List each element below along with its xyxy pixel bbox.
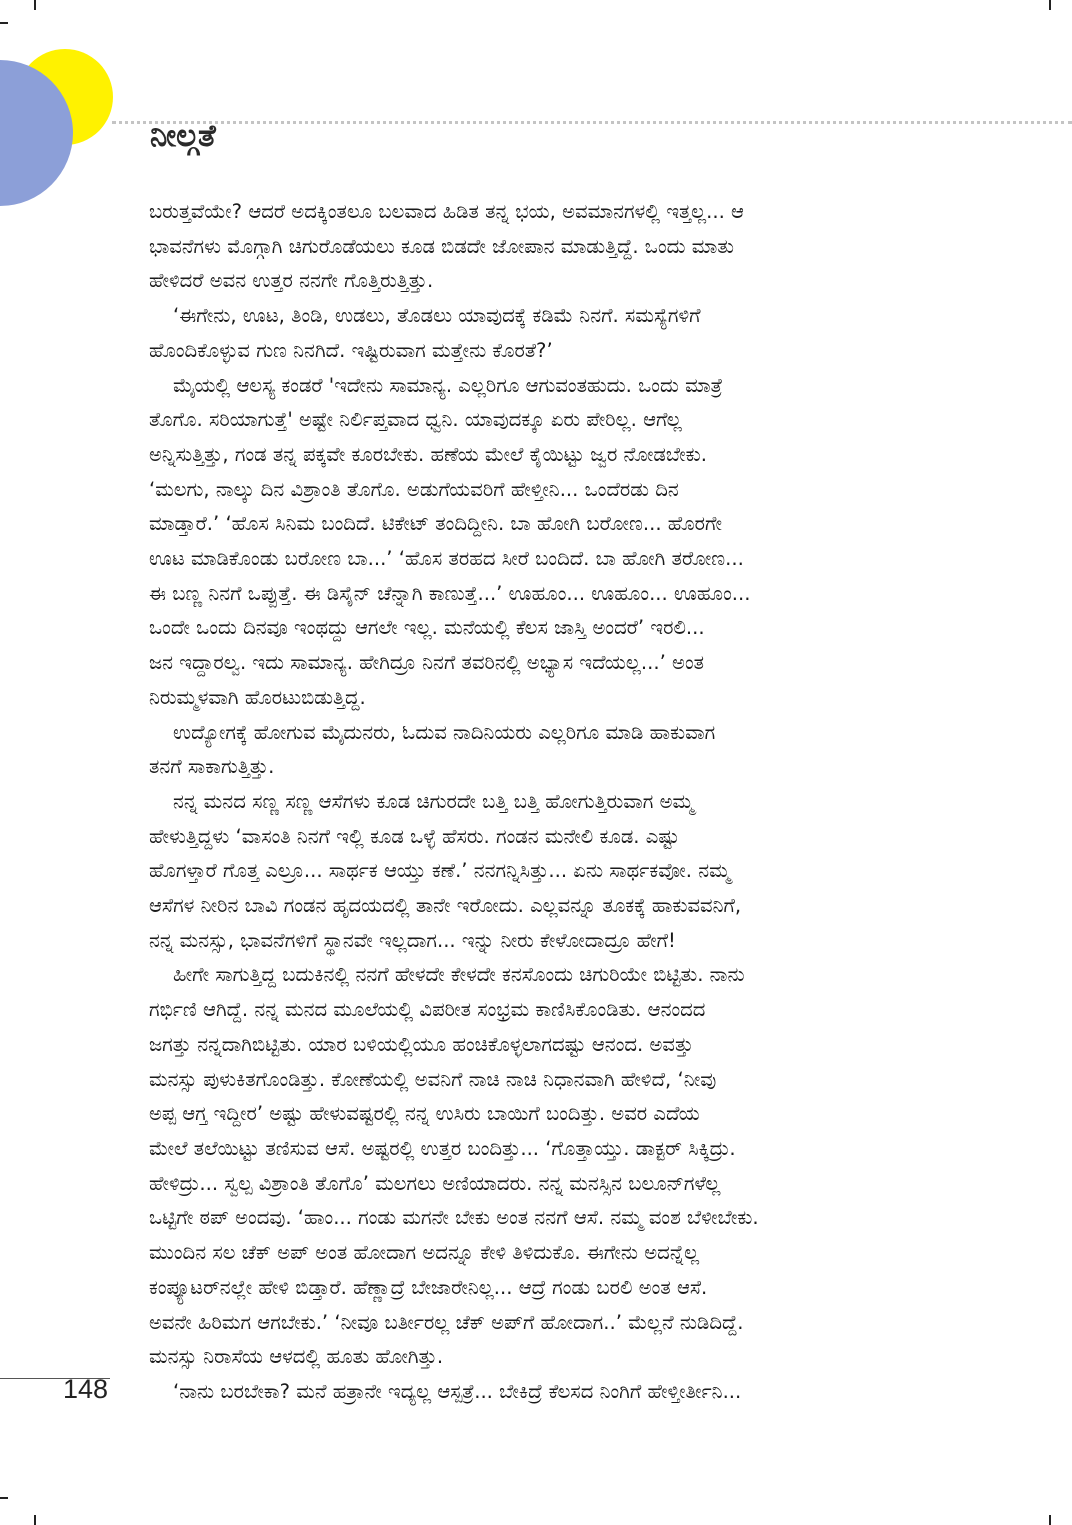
text-line: ಒಟ್ಟಿಗೇ ಠಪ್ ಅಂದವು. ‘ಹಾಂ... ಗಂಡು ಮಗನೇ ಬೇಕು ಅಂತ ನನಗೆ ಆಸೆ. ನಮ್ಮ ವಂಶ ಬೆಳೀಬೇಕು.: [149, 1206, 759, 1230]
text-line: ಅವನೇ ಹಿರಿಮಗ ಆಗಬೇಕು.’ ‘ನೀವೂ ಬರ್ತೀರಲ್ಲ ಚೆಕ್ ಅಪ್‌ಗೆ ಹೋದಾಗ..’ ಮೆಲ್ಲನೆ ನುಡಿದಿದ್ದೆ.: [149, 1310, 744, 1334]
text-line: ಹೀಗೇ ಸಾಗುತ್ತಿದ್ದ ಬದುಕಿನಲ್ಲಿ ನನಗೆ ಹೇಳದೇ ಕೇಳದೇ ಕನಸೊಂದು ಚಿಗುರಿಯೇ ಬಿಟ್ಟಿತು. ನಾನು: [173, 963, 745, 987]
text-line: ಊಟ ಮಾಡಿಕೊಂಡು ಬರೋಣ ಬಾ...’ ‘ಹೊಸ ತರಹದ ಸೀರೆ ಬಂದಿದೆ. ಬಾ ಹೋಗಿ ತರೋಣ...: [149, 547, 744, 571]
text-line: ಭಾವನೆಗಳು ಮೊಗ್ಗಾಗಿ ಚಿಗುರೊಡೆಯಲು ಕೂಡ ಬಿಡದೇ ಜೋಪಾನ ಮಾಡುತ್ತಿದ್ದೆ. ಒಂದು ಮಾತು: [149, 234, 734, 258]
text-line: ‘ನಾನು ಬರಬೇಕಾ? ಮನೆ ಹತ್ರಾನೇ ಇದ್ಯಲ್ಲ ಆಸ್ಪತ್ರೆ... ಬೇಕಿದ್ರೆ ಕೆಲಸದ ನಿಂಗಿಗೆ ಹೇಳ್ತೀರ್ತೀನಿ...: [173, 1379, 742, 1403]
text-line: ಮನಸ್ಸು ಪುಳುಕಿತಗೊಂಡಿತ್ತು. ಕೋಣೆಯಲ್ಲಿ ಅವನಿಗೆ ನಾಚಿ ನಾಚಿ ನಿಧಾನವಾಗಿ ಹೇಳಿದೆ, ‘ನೀವು: [149, 1067, 717, 1091]
text-line: ‘ಈಗೇನು, ಊಟ, ತಿಂಡಿ, ಉಡಲು, ತೊಡಲು ಯಾವುದಕ್ಕೆ ಕಡಿಮೆ ನಿನಗೆ. ಸಮಸ್ಯೆಗಳಿಗೆ: [173, 304, 701, 328]
text-line: ಹೇಳಿದರೆ ಅವನ ಉತ್ತರ ನನಗೇ ಗೊತ್ತಿರುತ್ತಿತ್ತು.: [149, 269, 434, 293]
text-line: ನನ್ನ ಮನದ ಸಣ್ಣ ಸಣ್ಣ ಆಸೆಗಳು ಕೂಡ ಚಿಗುರದೇ ಬತ್ತಿ ಬತ್ತಿ ಹೋಗುತ್ತಿರುವಾಗ ಅಮ್ಮ: [173, 789, 694, 813]
text-line: ಗರ್ಭಿಣಿ ಆಗಿದ್ದೆ. ನನ್ನ ಮನದ ಮೂಲೆಯಲ್ಲಿ ವಿಪರೀತ ಸಂಭ್ರಮ ಕಾಣಿಸಿಕೊಂಡಿತು. ಆನಂದದ: [149, 998, 706, 1022]
text-line: ಹೊಂದಿಕೊಳ್ಳುವ ಗುಣ ನಿನಗಿದೆ. ಇಷ್ಟಿರುವಾಗ ಮತ್ತೇನು ಕೊರತೆ?’: [149, 338, 553, 362]
text-line: ಕಂಪ್ಯೂಟರ್‌ನಲ್ಲೇ ಹೇಳಿ ಬಿಡ್ತಾರೆ. ಹೆಣ್ಣಾದ್ರೆ ಬೇಜಾರೇನಿಲ್ಲ... ಆದ್ರೆ ಗಂಡು ಬರಲಿ ಅಂತ ಆಸೆ.: [149, 1275, 708, 1299]
text-line: ನಿರುಮ್ಮಳವಾಗಿ ಹೊರಟುಬಿಡುತ್ತಿದ್ದ.: [149, 685, 366, 709]
text-line: ಹೇಳಿದ್ರು... ಸ್ವಲ್ಪ ವಿಶ್ರಾಂತಿ ತೊಗೊ’ ಮಲಗಲು ಅಣಿಯಾದರು. ನನ್ನ ಮನಸ್ಸಿನ ಬಲೂನ್‌ಗಳೆಲ್ಲ: [149, 1171, 721, 1195]
page-number: 148: [63, 1374, 109, 1404]
text-line: ಹೊಗಳ್ತಾರೆ ಗೊತ್ತ ಎಲ್ರೂ... ಸಾರ್ಥಕ ಆಯ್ತು ಕಣೆ.’ ನನಗನ್ನಿಸಿತ್ತು... ಏನು ಸಾರ್ಥಕವೋ. ನಮ್ಮ: [149, 859, 731, 883]
text-line: ಅಪ್ಪ ಆಗ್ತ ಇದ್ದೀರ’ ಅಷ್ಟು ಹೇಳುವಷ್ಟರಲ್ಲಿ ನನ್ನ ಉಸಿರು ಬಾಯಿಗೆ ಬಂದಿತ್ತು. ಅವರ ಎದೆಯ: [149, 1102, 700, 1126]
text-line: ನನ್ನ ಮನಸ್ಸು, ಭಾವನೆಗಳಿಗೆ ಸ್ಥಾನವೇ ಇಲ್ಲದಾಗ... ಇನ್ನು ನೀರು ಕೇಳೋದಾದ್ರೂ ಹೇಗೆ!: [149, 928, 676, 952]
text-line: ಉದ್ಯೋಗಕ್ಕೆ ಹೋಗುವ ಮೈದುನರು, ಓದುವ ನಾದಿನಿಯರು ಎಲ್ಲರಿಗೂ ಮಾಡಿ ಹಾಕುವಾಗ: [173, 720, 716, 744]
header-dotted-rule: [112, 121, 1072, 124]
crop-mark-top-right: [1049, 0, 1051, 10]
text-line: ತೊಗೊ. ಸರಿಯಾಗುತ್ತೆ' ಅಷ್ಟೇ ನಿರ್ಲಿಪ್ತವಾದ ಧ್ವನಿ. ಯಾವುದಕ್ಕೂ ಏರು ಪೇರಿಲ್ಲ. ಆಗೆಲ್ಲ: [149, 408, 682, 432]
text-line: ಅನ್ನಿಸುತ್ತಿತ್ತು, ಗಂಡ ತನ್ನ ಪಕ್ಕವೇ ಕೂರಬೇಕು. ಹಣೆಯ ಮೇಲೆ ಕೈಯಿಟ್ಟು ಜ್ವರ ನೋಡಬೇಕು.: [149, 442, 707, 466]
text-line: ಜಗತ್ತು ನನ್ನದಾಗಿಬಿಟ್ಟಿತು. ಯಾರ ಬಳಿಯಲ್ಲಿಯೂ ಹಂಚಿಕೊಳ್ಳಲಾಗದಷ್ಟು ಆನಂದ. ಅವತ್ತು: [149, 1032, 694, 1056]
text-line: ಜನ ಇದ್ದಾರಲ್ವ. ಇದು ಸಾಮಾನ್ಯ. ಹೇಗಿದ್ರೂ ನಿನಗೆ ತವರಿನಲ್ಲಿ ಅಭ್ಯಾಸ ಇದೆಯಲ್ಲ...’ ಅಂತ: [149, 651, 705, 675]
text-line: ಆಸೆಗಳ ನೀರಿನ ಬಾವಿ ಗಂಡನ ಹೃದಯದಲ್ಲಿ ತಾನೇ ಇರೋದು. ಎಲ್ಲವನ್ನೂ ತೂಕಕ್ಕೆ ಹಾಕುವವನಿಗೆ,: [149, 894, 742, 918]
text-line: ಈ ಬಣ್ಣ ನಿನಗೆ ಒಪ್ಪುತ್ತೆ. ಈ ಡಿಸೈನ್ ಚೆನ್ನಾಗಿ ಕಾಣುತ್ತೆ...’ ಊಹೂಂ... ಊಹೂಂ... ಊಹೂಂ...: [149, 581, 751, 605]
story-body: [149, 195, 957, 1410]
text-line: ತನಗೆ ಸಾಕಾಗುತ್ತಿತ್ತು.: [149, 755, 275, 779]
text-line: ಒಂದೇ ಒಂದು ದಿನವೂ ಇಂಥದ್ದು ಆಗಲೇ ಇಲ್ಲ. ಮನೆಯಲ್ಲಿ ಕೆಲಸ ಜಾಸ್ತಿ ಅಂದರೆ’ ಇರಲಿ...: [149, 616, 705, 640]
crop-mark-bottom-right: [1049, 1515, 1051, 1525]
header-decoration: [0, 0, 130, 220]
text-line: ಬರುತ್ತವೆಯೇ? ಆದರೆ ಅದಕ್ಕಿಂತಲೂ ಬಲವಾದ ಹಿಡಿತ ತನ್ನ ಭಯ, ಅವಮಾನಗಳಲ್ಲಿ ಇತ್ತಲ್ಲ... ಆ: [149, 200, 744, 223]
page-title: ನೀಲ್ಗತೆ: [150, 118, 216, 154]
text-line: ಮೇಲೆ ತಲೆಯಿಟ್ಟು ತಣಿಸುವ ಆಸೆ. ಅಷ್ಟರಲ್ಲಿ ಉತ್ತರ ಬಂದಿತ್ತು... ‘ಗೊತ್ತಾಯ್ತು. ಡಾಕ್ಟರ್ ಸಿಕ್ಕಿದ್ರು.: [149, 1136, 736, 1160]
text-line: ಹೇಳುತ್ತಿದ್ದಳು ‘ವಾಸಂತಿ ನಿನಗೆ ಇಲ್ಲಿ ಕೂಡ ಒಳ್ಳೆ ಹೆಸರು. ಗಂಡನ ಮನೇಲಿ ಕೂಡ. ಎಷ್ಟು: [149, 824, 680, 848]
text-line: ‘ಮಲಗು, ನಾಲ್ಕು ದಿನ ವಿಶ್ರಾಂತಿ ತೊಗೊ. ಅಡುಗೆಯವರಿಗೆ ಹೇಳ್ತೀನಿ... ಒಂದೆರಡು ದಿನ: [149, 477, 679, 501]
text-line: ಮೈಯಲ್ಲಿ ಆಲಸ್ಯ ಕಂಡರೆ 'ಇದೇನು ಸಾಮಾನ್ಯ. ಎಲ್ಲರಿಗೂ ಆಗುವಂತಹುದು. ಒಂದು ಮಾತ್ರೆ: [173, 373, 723, 397]
text-line: ಮನಸ್ಸು ನಿರಾಸೆಯ ಆಳದಲ್ಲಿ ಹೂತು ಹೋಗಿತ್ತು.: [149, 1345, 444, 1369]
text-line: ಮಾಡ್ತಾರೆ.’ ‘ಹೊಸ ಸಿನಿಮ ಬಂದಿದೆ. ಟಿಕೇಟ್ ತಂದಿದ್ದೀನಿ. ಬಾ ಹೋಗಿ ಬರೋಣ... ಹೊರಗೇ: [149, 512, 723, 536]
crop-mark-left-bottom: [0, 1497, 8, 1499]
crop-mark-bottom-left: [34, 1515, 36, 1525]
text-line: ಮುಂದಿನ ಸಲ ಚೆಕ್ ಅಪ್ ಅಂತ ಹೋದಾಗ ಅದನ್ನೂ ಕೇಳಿ ತಿಳಿದುಕೊ. ಈಗೇನು ಅದನ್ನೆಲ್ಲ: [149, 1241, 700, 1265]
